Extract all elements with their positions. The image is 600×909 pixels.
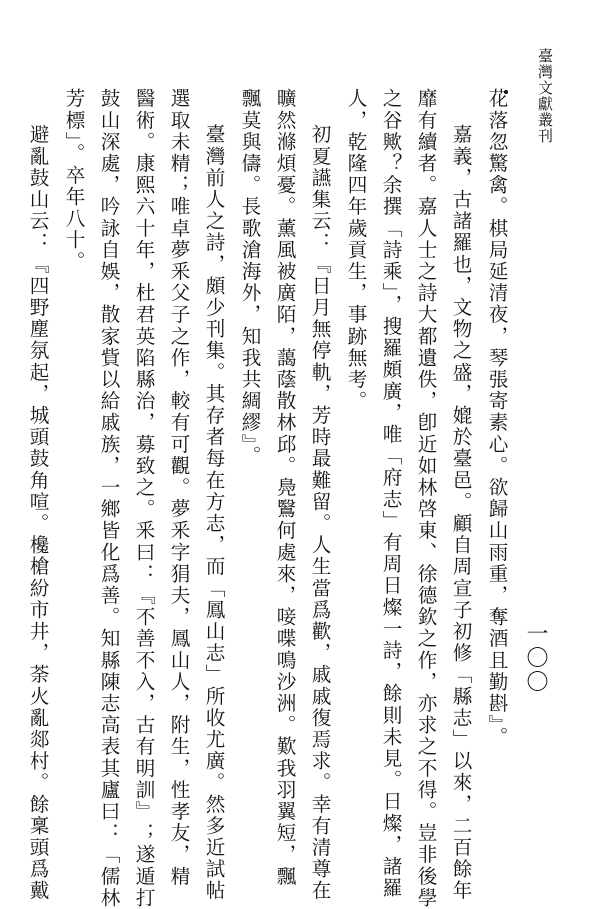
text-column: 靡有續者。嘉人士之詩大都遺佚，卽近如林啓東、徐德欽之作，亦求之不得。豈非後學 (414, 88, 437, 909)
text-column: 嘉義，古諸羅也，文物之盛，媲於臺邑。顧自周宣子初修「縣志」以來，二百餘年 (449, 124, 472, 902)
text-column: 醫術。康熙六十年，杜君英陷縣治，募致之。釆曰：『不善不入，古有明訓』；遂遁打 (132, 88, 155, 909)
text-column: 選取未精；唯卓夢釆父子之作，較有可觀。夢釆字狷夫，鳳山人，附生，性孝友，精 (167, 88, 190, 888)
text-column: 飄莫與儔。長歌滄海外，知我共綢繆』。 (238, 88, 261, 467)
text-column: 人，乾隆四年歲貢生，事跡無考。 (344, 88, 367, 412)
series-title: 臺灣文獻叢刊 (536, 48, 554, 144)
text-column: 鼓山深處，吟詠自娛，散家貲以給戚族，一鄉皆化爲善。知縣陳志高表其廬曰：「儒林 (97, 88, 120, 909)
text-column: 之谷歟？余撰「詩乘」，搜羅頗廣，唯「府志」有周日燦一詩，餘則未見。日燦，諸羅 (379, 88, 402, 899)
text-column: 花落忽驚禽。棋局延清夜，琴張寄素心。欲歸山雨重，奪酒且勤斟』。 (485, 88, 508, 748)
text-column: 芳標」。卒年八十。 (62, 88, 85, 273)
text-column: 曠然滌煩憂。薰風被廣陌，藹蔭散林邱。鳧鷖何處來，唼喋鳴沙洲。歎我羽翼短，飄 (273, 88, 296, 888)
page-number: 一〇〇 (523, 622, 548, 694)
text-column: 初夏讌集云：『日月無停軌，芳時最難留。人生當爲歡，戚戚復焉求。幸有清尊在 (308, 124, 331, 902)
text-column: 避亂鼓山云：『四野塵氛起，城頭鼓角喧。欃槍紛市井，荼火亂郯村。餘稟頭爲戴 (26, 124, 49, 902)
text-column: 臺灣前人之詩，頗少刊集。其存者每在方志，而「鳳山志」所收尤廣。然多近試帖 (202, 124, 225, 902)
